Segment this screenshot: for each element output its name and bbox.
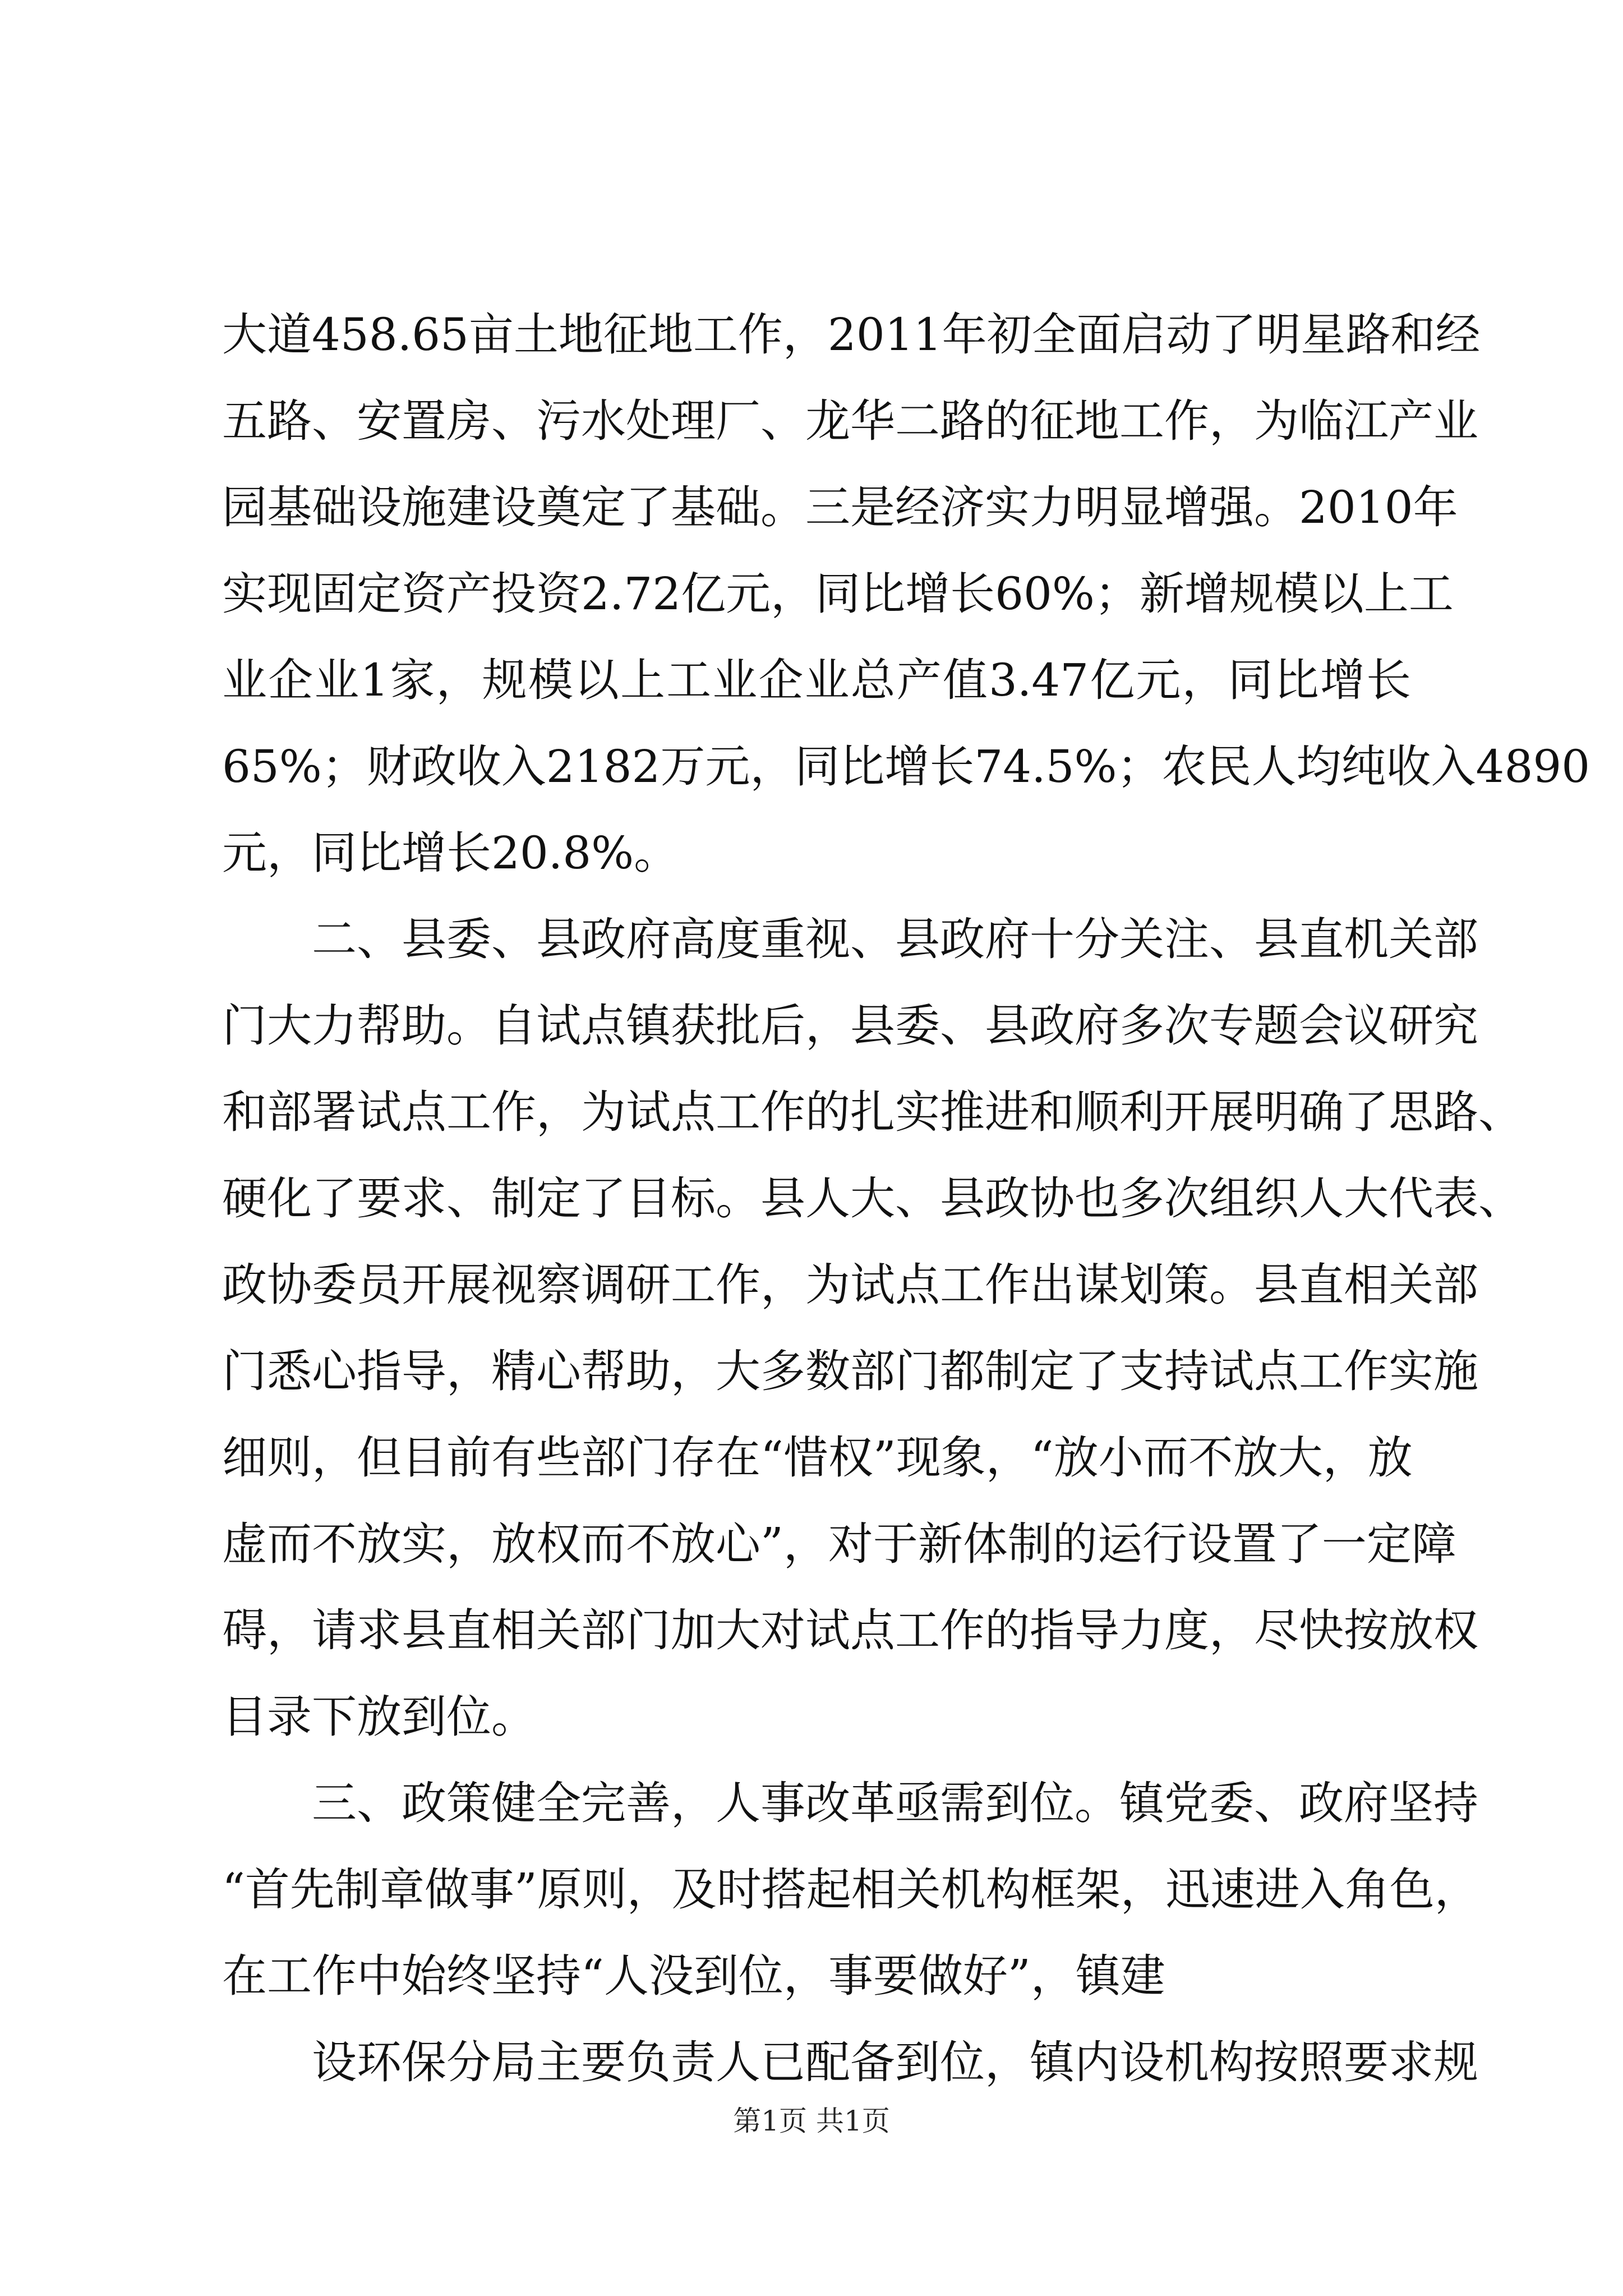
paragraph-start-line: 二、县委、县政府高度重视、县政府十分关注、县直机关部 bbox=[312, 913, 1478, 965]
text-line: 实现固定资产投资2.72亿元，同比增长60%；新增规模以上工 bbox=[222, 568, 1454, 620]
paragraph-start-line: 设环保分局主要负责人已配备到位，镇内设机构按照要求规 bbox=[312, 2036, 1478, 2088]
text-line: “首先制章做事”原则，及时搭起相关机构框架，迅速进入角色， bbox=[222, 1864, 1479, 1916]
text-line: 大道458.65亩土地征地工作，2011年初全面启动了明星路和经 bbox=[222, 309, 1481, 361]
text-line: 元，同比增长20.8%。 bbox=[222, 827, 679, 879]
text-line: 和部署试点工作，为试点工作的扎实推进和顺利开展明确了思路、 bbox=[222, 1086, 1523, 1138]
text-line: 碍，请求县直相关部门加大对试点工作的指导力度，尽快按放权 bbox=[222, 1604, 1478, 1657]
text-line: 在工作中始终坚持“人没到位，事要做好”，镇建 bbox=[222, 1950, 1165, 2002]
text-line: 五路、安置房、污水处理厂、龙华二路的征地工作，为临江产业 bbox=[222, 395, 1478, 447]
page-footer bbox=[0, 2101, 1623, 2141]
text-line: 园基础设施建设奠定了基础。三是经济实力明显增强。2010年 bbox=[222, 481, 1458, 533]
page-number-label: 第1页 共1页 bbox=[733, 2105, 890, 2137]
text-line: 政协委员开展视察调研工作，为试点工作出谋划策。县直相关部 bbox=[222, 1259, 1478, 1311]
text-line: 目录下放到位。 bbox=[222, 1691, 536, 1743]
text-line: 门大力帮助。自试点镇获批后，县委、县政府多次专题会议研究 bbox=[222, 1000, 1478, 1052]
text-line: 业企业1家，规模以上工业企业总产值3.47亿元，同比增长 bbox=[222, 654, 1411, 706]
document-body bbox=[222, 292, 1590, 2106]
text-line: 虚而不放实，放权而不放心”，对于新体制的运行设置了一定障 bbox=[222, 1518, 1456, 1570]
text-line: 细则，但目前有些部门存在“惜权”现象，“放小而不放大，放 bbox=[222, 1432, 1413, 1484]
text-line: 65%；财政收入2182万元，同比增长74.5%；农民人均纯收入4890 bbox=[222, 740, 1590, 793]
text-line: 门悉心指导，精心帮助，大多数部门都制定了支持试点工作实施 bbox=[222, 1345, 1478, 1397]
text-line: 硬化了要求、制定了目标。县人大、县政协也多次组织人大代表、 bbox=[222, 1172, 1523, 1225]
paragraph-start-line: 三、政策健全完善，人事改革亟需到位。镇党委、政府坚持 bbox=[312, 1777, 1478, 1829]
